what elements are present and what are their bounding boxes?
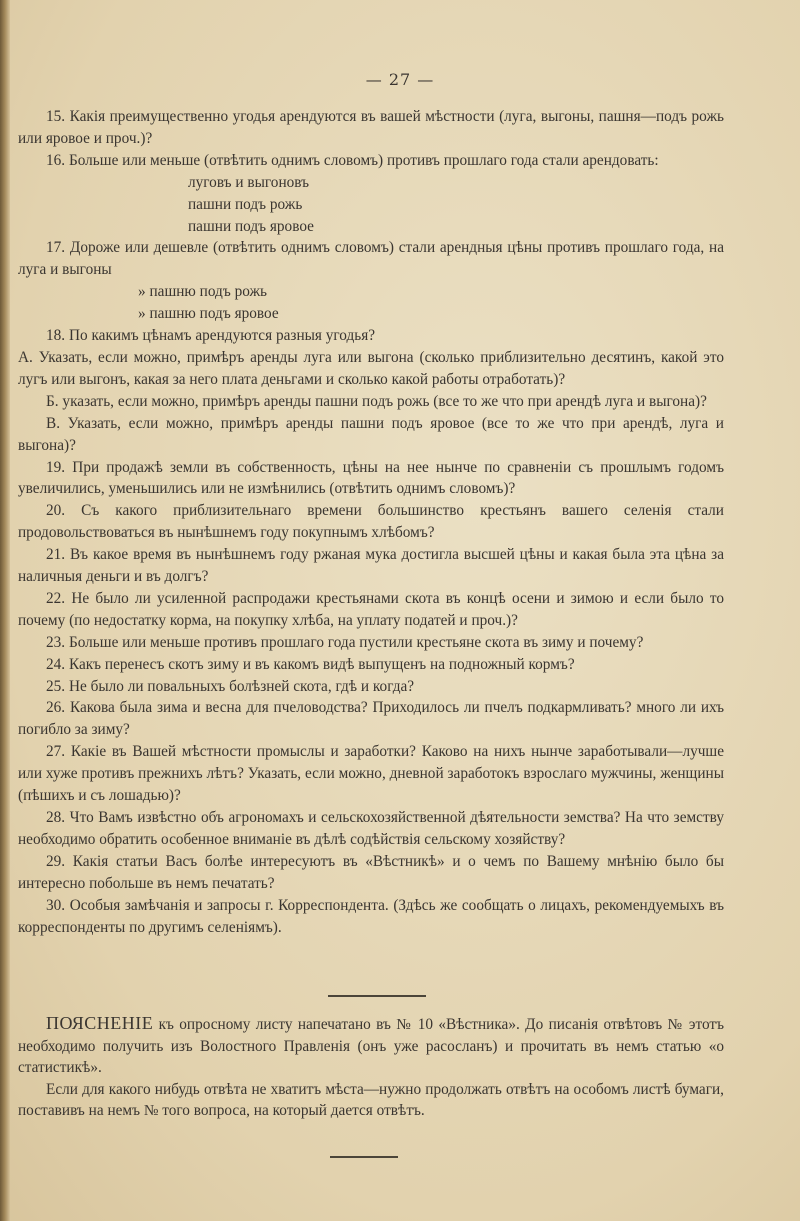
question-29: 29. Какія статьи Васъ болѣе интересуютъ въ «Вѣстникѣ» и о чемъ по Вашему мнѣнію было бы интересно побольше въ немъ печатать? — [18, 852, 724, 892]
explanation-heading: ПОЯСНЕНІЕ — [46, 1013, 154, 1033]
question-26: 26. Какова была зима и весна для пчеловодства? Приходилось ли пчелъ подкармливать? много ли ихъ погибло за зиму? — [18, 699, 724, 739]
question-30: 30. Особыя замѣчанія и запросы г. Корреспондента. (Здѣсь же сообщать о лицахъ, рекомендуемыхъ въ корреспонденты по другимъ селеніямъ). — [18, 896, 724, 936]
question-23: 23. Больше или меньше противъ прошлаго года пустили крестьяне скота въ зиму и почему? — [46, 633, 644, 651]
question-18: 18. По какимъ цѣнамъ арендуются разныя угодья? — [46, 327, 376, 345]
end-divider — [330, 1156, 398, 1158]
question-22: 22. Не было ли усиленной распродажи крестьянами скота въ концѣ осени и зимою и если было то почему (по недостатку корма, на покупку хлѣба, на уплату податей и проч.)? — [18, 589, 724, 629]
explanation-paragraph-1: къ опросному листу напечатано въ № 10 «Вѣстника». До писанія отвѣтовъ № этотъ необходимо получить изъ Волостного Правленія (онъ уже расосланъ) и прочитать въ немъ статью «о статистикѣ». — [18, 1016, 724, 1076]
explanation-note — [18, 1013, 724, 1122]
question-16: 16. Больше или меньше (отвѣтить однимъ словомъ) противъ прошлаго года стали арендовать: — [46, 151, 659, 169]
question-25: 25. Не было ли повальныхъ болѣзней скота, гдѣ и когда? — [46, 677, 415, 695]
questionnaire-body — [18, 106, 724, 938]
question-18-b: Б. указать, если можно, примѣръ аренды пашни подъ рожь (все то же что при арендѣ луга и выгона)? — [46, 392, 707, 410]
question-16-item-spring: пашни подъ яровое — [188, 217, 314, 235]
section-divider — [328, 995, 426, 997]
question-18-a: А. Указать, если можно, примѣръ аренды луга или выгона (сколько приблизительно десятинъ, какой это лугъ или выгонъ, какая за него плата деньгами и сколько какой работы отработать)? — [18, 348, 724, 388]
question-15: 15. Какія преимущественно угодья арендуются въ вашей мѣстности (луга, выгоны, пашня—подъ рожь или яровое и проч.)? — [18, 108, 724, 147]
question-18-v: В. Указать, если можно, примѣръ аренды пашни подъ яровое (все то же что при арендѣ, луга и выгона)? — [18, 414, 724, 454]
question-24: 24. Какъ перенесъ скотъ зиму и въ какомъ видѣ выпущенъ на подножный кормъ? — [46, 655, 575, 673]
question-27: 27. Какіе въ Вашей мѣстности промыслы и заработки? Каково на нихъ нынче заработывали—лучше или хуже противъ прежнихъ лѣтъ? Указать, если можно, дневной заработокъ взрослаго мужчины, женщины (пѣшихъ и съ лошадью)? — [18, 743, 724, 805]
question-17-item-spring: » пашню подъ яровое — [138, 305, 279, 323]
question-16-item-rye: пашни подъ рожь — [188, 195, 303, 213]
question-19: 19. При продажѣ земли въ собственность, цѣны на нее нынче по сравненіи съ прошлымъ годомъ увеличились, уменьшились или не измѣнились (отвѣтить однимъ словомъ)? — [18, 458, 724, 498]
question-21: 21. Въ какое время въ нынѣшнемъ году ржаная мука достигла высшей цѣны и какая была эта цѣна за наличныя деньги и въ долгъ? — [18, 546, 724, 586]
question-28: 28. Что Вамъ извѣстно объ агрономахъ и сельскохозяйственной дѣятельности земства? На что земству необходимо обратить особенное вниманіе въ дѣлѣ содѣйствія сельскому хозяйству? — [18, 809, 724, 848]
explanation-paragraph-2: Если для какого нибудь отвѣта не хватитъ мѣста—нужно продолжать отвѣтъ на особомъ листѣ бумаги, поставивъ на немъ № того вопроса, на который дается отвѣтъ. — [18, 1080, 724, 1119]
question-17-item-rye: » пашню подъ рожь — [138, 283, 268, 301]
page-binding-edge — [0, 0, 10, 1221]
page-number: — 27 — — [365, 70, 435, 89]
question-20: 20. Съ какого приблизительнаго времени большинство крестьянъ вашего селенія стали продовольствоваться въ нынѣшнемъ году покупнымъ хлѣбомъ? — [18, 502, 724, 542]
question-17: 17. Дороже или дешевле (отвѣтить однимъ словомъ) стали арендныя цѣны противъ прошлаго года, на луга и выгоны — [18, 239, 724, 279]
question-16-item-meadows: луговъ и выгоновъ — [188, 173, 310, 191]
